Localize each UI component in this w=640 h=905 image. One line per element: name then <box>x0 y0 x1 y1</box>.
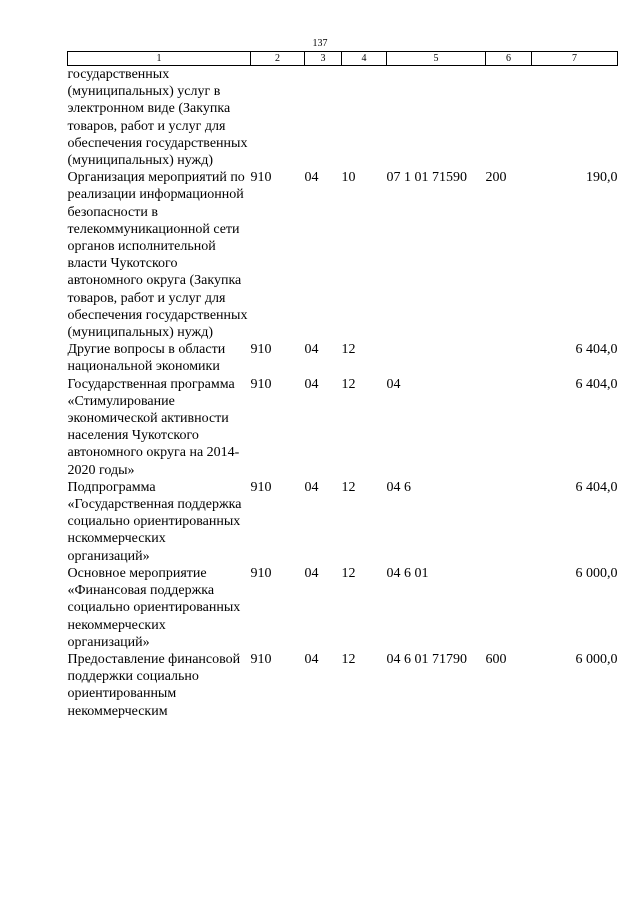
expense-type-code <box>486 479 532 565</box>
ministry-code <box>251 66 305 170</box>
column-header: 2 <box>251 52 305 66</box>
expense-type-code <box>486 376 532 479</box>
item-name: Основное мероприятие «Финансовая поддержка социально ориентированных некоммерческих организаций» <box>67 565 241 650</box>
section-code: 04 <box>304 376 319 392</box>
ministry-code: 910 <box>250 479 272 495</box>
ministry-code: 910 <box>250 565 272 581</box>
amount: 6 404,0 <box>575 342 618 358</box>
table-row <box>68 66 618 170</box>
item-name: государственных (муниципальных) услуг в электронном виде (Закупка товаров, работ и услуг для обеспечения государственных (муниципальных) нужд) <box>67 67 248 169</box>
target-article-code: 04 <box>386 376 401 392</box>
section-code: 04 <box>304 651 319 667</box>
subsection-code: 12 <box>341 376 356 392</box>
expense-type-code <box>486 565 532 651</box>
table-row <box>68 479 618 565</box>
subsection-code <box>342 66 387 170</box>
budget-table <box>67 51 618 720</box>
amount: 6 000,0 <box>575 651 618 667</box>
table-row <box>68 376 618 479</box>
column-header: 6 <box>486 52 532 66</box>
table-header <box>68 52 618 66</box>
amount: 6 000,0 <box>575 565 618 581</box>
section-code: 04 <box>304 565 319 581</box>
table-row <box>68 169 618 341</box>
target-article-code <box>387 66 486 170</box>
amount: 190,0 <box>586 170 618 186</box>
expense-type-code <box>486 341 532 375</box>
target-article-code: 07 1 01 71590 <box>386 170 467 186</box>
column-header: 4 <box>342 52 387 66</box>
target-article-code <box>387 341 486 375</box>
expense-type-code <box>486 66 532 170</box>
expense-type-code: 600 <box>485 651 507 667</box>
subsection-code: 12 <box>341 342 356 358</box>
table-row <box>68 565 618 651</box>
table-body <box>68 66 618 720</box>
section-code: 04 <box>304 170 319 186</box>
ministry-code: 910 <box>250 170 272 186</box>
ministry-code: 910 <box>250 342 272 358</box>
subsection-code: 10 <box>341 170 356 186</box>
column-header: 5 <box>387 52 486 66</box>
amount: 6 404,0 <box>575 479 618 495</box>
item-name: Государственная программа «Стимулирование экономической активности населения Чукотского автономного округа на 2014-2020 годы» <box>67 376 240 478</box>
target-article-code: 04 6 01 <box>386 565 429 581</box>
page-number: 137 <box>312 38 328 49</box>
item-name: Подпрограмма «Государственная поддержка социально ориентированных нскоммерческих организаций» <box>67 479 242 564</box>
item-name: Организация мероприятий по реализации информационной безопасности в телекоммуникационной сети органов исполнительной власти Чукотского автономного округа (Закупка товаров, работ и услуг для обеспечения государственных (муниципальных) нужд) <box>67 170 248 341</box>
subsection-code: 12 <box>341 479 356 495</box>
column-header: 3 <box>305 52 342 66</box>
target-article-code: 04 6 01 71790 <box>386 651 467 667</box>
table-row <box>68 651 618 720</box>
amount <box>532 66 618 170</box>
column-header: 7 <box>532 52 618 66</box>
section-code <box>305 66 342 170</box>
section-code: 04 <box>304 342 319 358</box>
section-code: 04 <box>304 479 319 495</box>
subsection-code: 12 <box>341 565 356 581</box>
expense-type-code: 200 <box>485 170 507 186</box>
ministry-code: 910 <box>250 651 272 667</box>
column-header: 1 <box>68 52 251 66</box>
item-name: Предоставление финансовой поддержки социально ориентированным некоммерческим <box>67 651 241 719</box>
table-row <box>68 341 618 375</box>
ministry-code: 910 <box>250 376 272 392</box>
item-name: Другие вопросы в области национальной экономики <box>67 342 226 375</box>
target-article-code: 04 6 <box>386 479 411 495</box>
amount: 6 404,0 <box>575 376 618 392</box>
subsection-code: 12 <box>341 651 356 667</box>
